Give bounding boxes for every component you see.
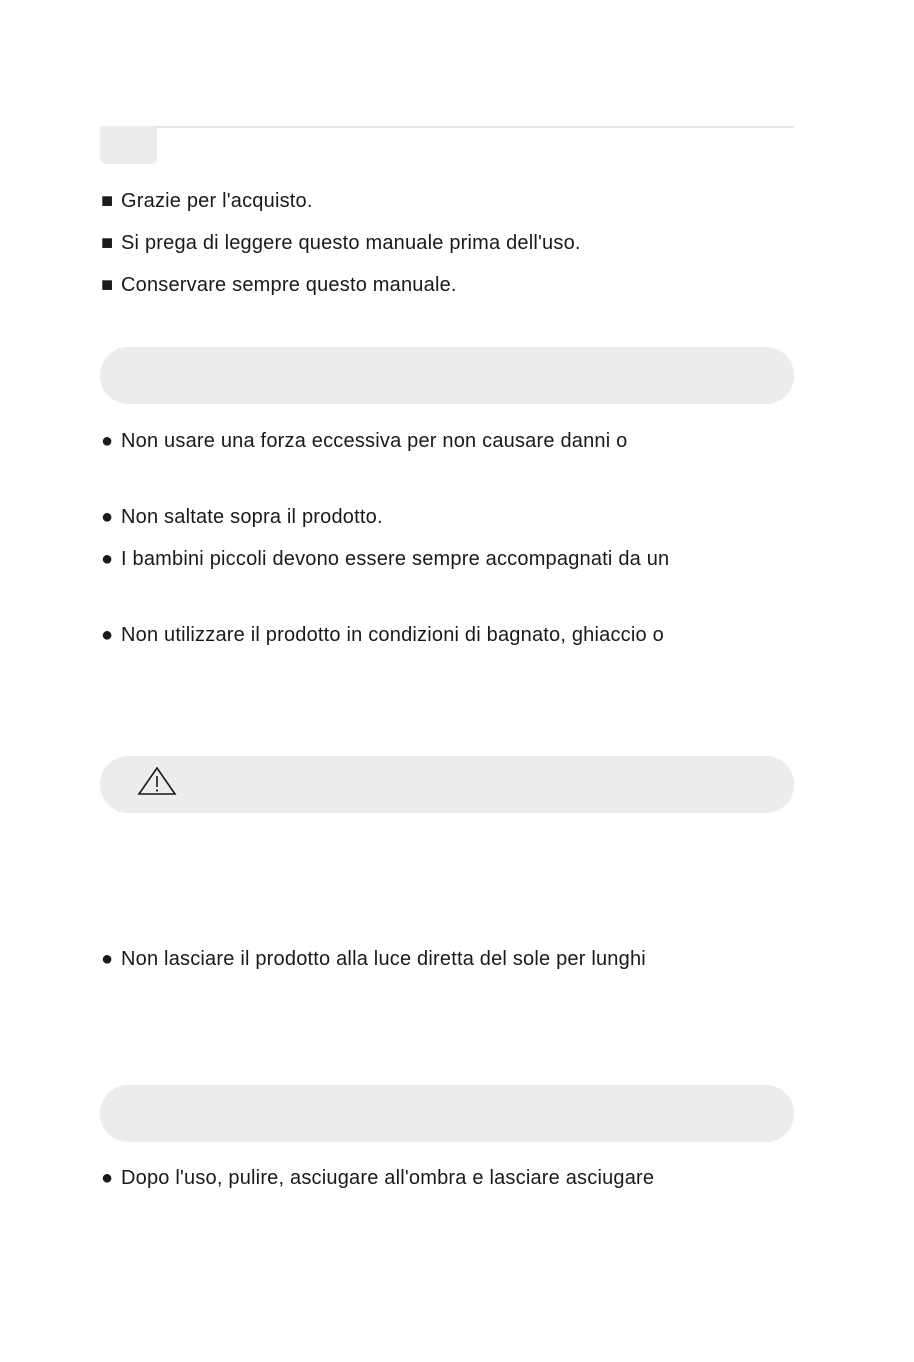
- round-bullet-icon: ●: [101, 430, 114, 452]
- section-tab: [100, 126, 157, 164]
- care-item-1: [101, 1166, 654, 1190]
- intro-item-1: [101, 189, 313, 213]
- intro-item-text: Conservare sempre questo manuale.: [121, 274, 457, 296]
- safety-item-2: [101, 505, 383, 529]
- safety-item-text: Non saltate sopra il prodotto.: [121, 506, 383, 528]
- intro-item-3: [101, 273, 457, 297]
- care-section-header: [100, 1085, 794, 1142]
- square-bullet-icon: ■: [101, 274, 114, 296]
- round-bullet-icon: ●: [101, 624, 114, 646]
- safety-item-text: I bambini piccoli devono essere sempre accompagnati da un: [121, 548, 670, 570]
- square-bullet-icon: ■: [101, 190, 114, 212]
- safety-item-3: [101, 547, 669, 571]
- warning-section-header: [100, 756, 794, 813]
- safety-item-text: Non usare una forza eccessiva per non causare danni o: [121, 430, 628, 452]
- intro-item-text: Grazie per l'acquisto.: [121, 190, 313, 212]
- round-bullet-icon: ●: [101, 948, 114, 970]
- care-item-text: Dopo l'uso, pulire, asciugare all'ombra e lasciare asciugare: [121, 1167, 655, 1189]
- safety-section-header: [100, 347, 794, 404]
- warning-triangle-icon: [137, 765, 177, 797]
- round-bullet-icon: ●: [101, 548, 114, 570]
- top-divider: [100, 126, 794, 128]
- intro-item-text: Si prega di leggere questo manuale prima dell'uso.: [121, 232, 581, 254]
- safety-item-text: Non utilizzare il prodotto in condizioni di bagnato, ghiaccio o: [121, 624, 664, 646]
- round-bullet-icon: ●: [101, 506, 114, 528]
- square-bullet-icon: ■: [101, 232, 114, 254]
- warning-item-text: Non lasciare il prodotto alla luce diretta del sole per lunghi: [121, 948, 646, 970]
- safety-item-1: [101, 429, 627, 453]
- warning-item-1: [101, 947, 646, 971]
- safety-item-4: [101, 623, 664, 647]
- round-bullet-icon: ●: [101, 1167, 114, 1189]
- intro-item-2: [101, 231, 581, 255]
